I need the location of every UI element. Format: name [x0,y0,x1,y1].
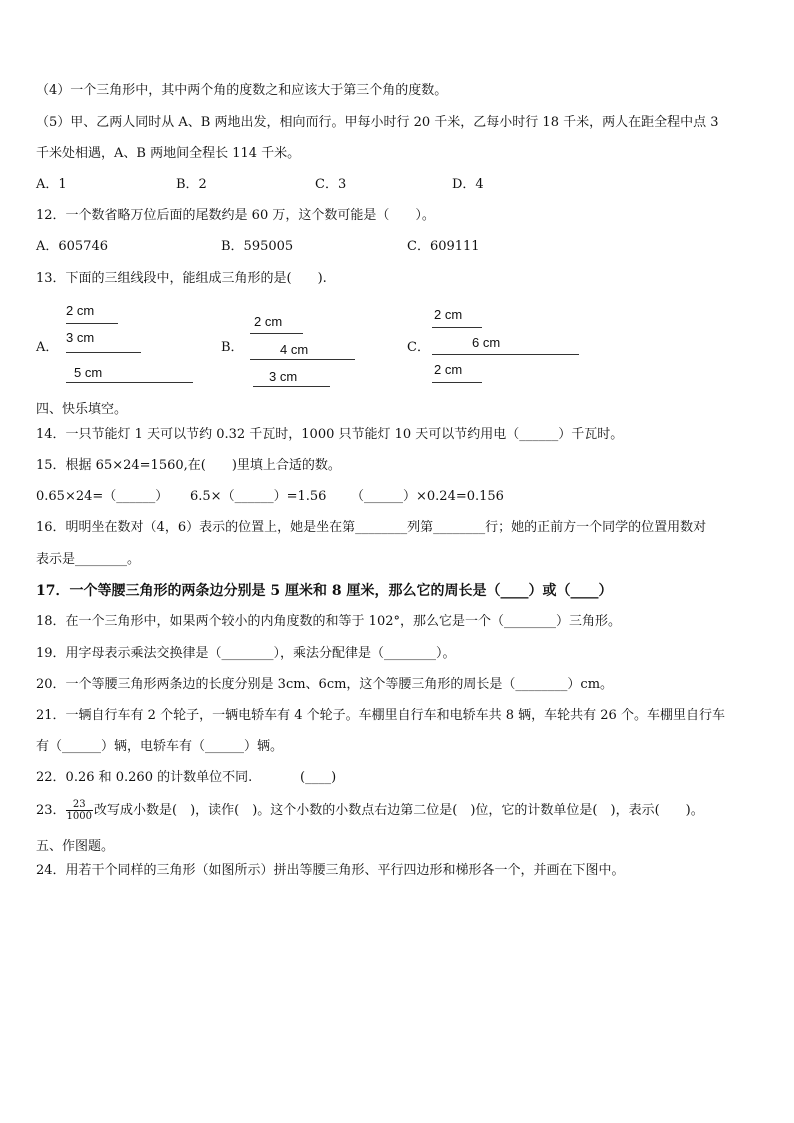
q23-number: 23． [36,803,66,818]
q14: 14．一只节能灯 1 天可以节约 0.32 千瓦时，1000 只节能灯 10 天可以节约用电（______）千瓦时。 [36,427,624,442]
segment-label: 4 cm [280,342,309,357]
segment-label: 2 cm [434,307,463,322]
q15-part-3: （______）×0.24=0.156 [351,489,504,504]
q23 [36,799,704,822]
section-4-heading: 四、快乐填空。 [36,402,128,417]
q19: 19．用字母表示乘法交换律是（________），乘法分配律是（________）。 [36,646,456,661]
segment-label: 3 cm [269,369,298,384]
q11-option-b: B．2 [176,177,207,192]
line-segment [432,382,482,383]
line-segment [432,354,579,355]
q15-stem: 15．根据 65×24=1560,在( )里填上合适的数。 [36,458,341,473]
q21-line1: 21．一辆自行车有 2 个轮子，一辆电轿车有 4 个轮子。车棚里自行车和电轿车共 8 辆，车轮共有 26 个。车棚里自行车 [36,708,725,723]
q23-text: 改写成小数是( )，读作( )。这个小数的小数点右边第二位是( )位，它的计数单位是( )，表示( )。 [94,803,704,818]
segment-label: 2 cm [434,362,463,377]
q11-item4: （4）一个三角形中，其中两个角的度数之和应该大于第三个角的度数。 [36,83,448,98]
q22-answer-blank: (____) [300,770,337,785]
segment-label: 6 cm [472,335,501,350]
segment-label: 2 cm [66,303,95,318]
q22-stem: 22．0.26 和 0.260 的计数单位不同. [36,770,253,785]
q24: 24．用若干个同样的三角形（如图所示）拼出等腰三角形、平行四边形和梯形各一个，并画在下图中。 [36,863,625,878]
line-segment [250,359,355,360]
q11-item5-line2: 千米处相遇，A、B 两地间全程长 114 千米。 [36,146,301,161]
q13-option-c: C． [407,340,430,355]
segment-label: 2 cm [254,314,283,329]
q11-option-a: A．1 [36,177,67,192]
q16-line1: 16．明明坐在数对（4，6）表示的位置上，她是坐在第________列第________行；她的正前方一个同学的位置用数对 [36,520,707,535]
q13-stem: 13．下面的三组线段中，能组成三角形的是( ). [36,271,327,286]
q12-option-c: C．609111 [407,239,480,254]
segment-label: 3 cm [66,330,95,345]
q11-option-c: C．3 [315,177,347,192]
q13-option-b: B． [221,340,244,355]
fraction-denominator: 1000 [66,811,92,822]
q12-option-a: A．605746 [36,239,109,254]
q16-line2: 表示是________。 [36,552,141,567]
q15-part-2: 6.5×（______）=1.56 [190,489,327,504]
q20: 20．一个等腰三角形两条边的长度分别是 3cm、6cm，这个等腰三角形的周长是（________）cm。 [36,677,614,692]
section-5-heading: 五、作图题。 [36,839,115,854]
q23-fraction [66,799,93,822]
q11-item5-line1: （5）甲、乙两人同时从 A、B 两地出发，相向而行。甲每小时行 20 千米，乙每小时行 18 千米，两人在距全程中点 3 [36,115,719,130]
q12-option-b: B．595005 [221,239,294,254]
line-segment [250,333,303,334]
line-segment [66,382,193,383]
q17: 17．一个等腰三角形的两条边分别是 5 厘米和 8 厘米，那么它的周长是（____）或（____） [36,583,613,599]
line-segment [66,323,118,324]
segment-label: 5 cm [74,365,103,380]
q12-stem: 12．一个数省略万位后面的尾数约是 60 万，这个数可能是（ ）。 [36,208,435,223]
q11-option-d: D．4 [452,177,484,192]
q15-part-1: 0.65×24=（______） [36,489,169,504]
line-segment [66,352,141,353]
line-segment [253,386,330,387]
fraction-numerator: 23 [66,799,93,811]
q13-option-a: A． [36,340,59,355]
q21-line2: 有（______）辆，电轿车有（______）辆。 [36,739,284,754]
q18: 18．在一个三角形中，如果两个较小的内角度数的和等于 102°，那么它是一个（________）三角形。 [36,614,621,629]
line-segment [432,327,482,328]
